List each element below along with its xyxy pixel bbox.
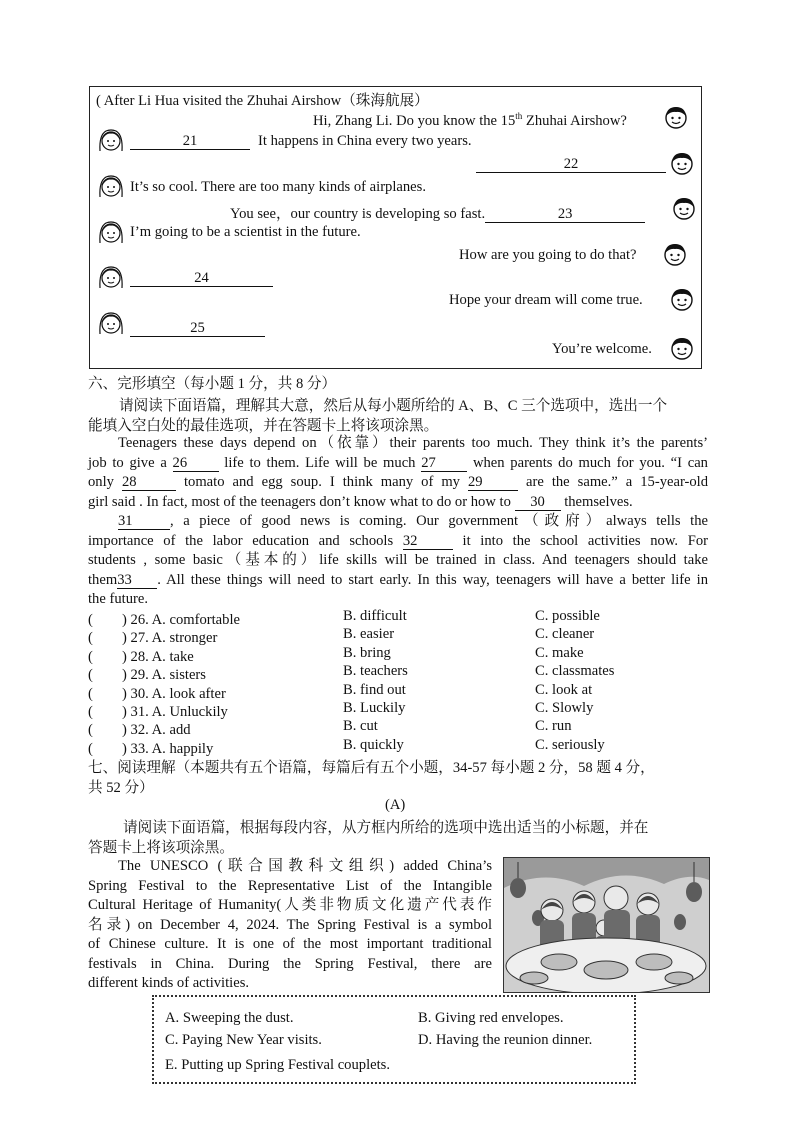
blank-21[interactable]: 21 [130, 134, 250, 150]
option-c[interactable]: C. make [535, 644, 584, 661]
section7-instruction-1: 请阅读下面语篇，根据每段内容，从方框内所给的选项中选出适当的小标题，并在 [123, 820, 649, 836]
option-c[interactable]: C. classmates [535, 663, 615, 680]
spring-festival-illustration [503, 857, 710, 993]
question-stem[interactable]: ( ) 27. A. stronger [88, 630, 218, 647]
question-stem[interactable]: ( ) 32. A. add [88, 722, 191, 739]
question-stem[interactable]: ( ) 26. A. comfortable [88, 612, 240, 628]
part-a-label: (A) [385, 797, 406, 813]
dialogue-line-2: 21 It happens in China every two years. [130, 133, 472, 150]
dialogue-line-4: It’s so cool. There are too many kinds of airplanes. [130, 179, 426, 195]
option-b[interactable]: B. difficult [343, 608, 407, 624]
blank-23[interactable]: 23 [485, 207, 645, 223]
girl-face-icon [98, 264, 124, 290]
question-stem[interactable]: ( ) 29. A. sisters [88, 667, 206, 684]
dialogue-line-7: How are you going to do that? [459, 247, 637, 263]
dialogue-line-1: Hi, Zhang Li. Do you know the 15th Zhuhai Airshow? [313, 111, 627, 129]
option-c[interactable]: C. Slowly [535, 700, 594, 716]
boy-face-icon [669, 335, 695, 361]
cloze-passage: Teenagers these days depend on（依靠）their parents too much. They think it’s the parents’ job to give a 26 life to them. Life will be much 27 when parents do much for you. “I can only 28 tomato and egg soup. I think many of my 29 are the same.” a 15-year-old girl said . In fact, most of the teenagers don’t know what to do or how to 30 themselves. 31 , a piece of good news is coming. Our government（政府）always tells the importance of the labor education and schools 32 it into the school activities now. For students , some basic（基本的）life skills will be trained in class. And teenagers should take them33 . All these things will need to start early. In this way, teenagers will have a better life in the future. [88, 435, 709, 607]
blank-27[interactable]: 27 [421, 456, 467, 472]
blank-29[interactable]: 29 [468, 475, 518, 491]
dialogue-line-8 [130, 270, 273, 287]
section6-instruction-1: 请阅读下面语篇，理解其大意，然后从每小题所给的 A、B、C 三个选项中，选出一个 [119, 398, 668, 414]
question-stem[interactable]: ( ) 30. A. look after [88, 685, 226, 702]
dialogue-line-11: You’re welcome. [552, 341, 652, 357]
option-c[interactable]: C. possible [535, 608, 600, 624]
question-stem[interactable]: ( ) 33. A. happily [88, 740, 214, 757]
section6-heading: 六、完形填空（每小题 1 分，共 8 分） [88, 376, 337, 392]
dialogue-intro: ( After Li Hua visited the Zhuhai Airshow（珠海航展） [96, 93, 429, 109]
option-c[interactable]: C. cleaner [535, 626, 595, 643]
option-c[interactable]: C. run [535, 718, 572, 735]
girl-face-icon [98, 173, 124, 199]
question-stem[interactable]: ( ) 31. A. Unluckily [88, 704, 228, 720]
girl-face-icon [98, 310, 124, 336]
boy-face-icon [669, 286, 695, 312]
blank-24[interactable]: 24 [130, 271, 273, 287]
option-c[interactable]: C. look at [535, 681, 593, 698]
blank-32[interactable]: 32 [403, 534, 453, 550]
girl-face-icon [98, 127, 124, 153]
option-c[interactable]: C. seriously [535, 736, 605, 753]
option-b: B. Giving red envelopes. [418, 1010, 564, 1026]
option-b[interactable]: B. cut [343, 718, 378, 735]
boy-face-icon [671, 195, 697, 221]
option-e: E. Putting up Spring Festival couplets. [165, 1057, 390, 1073]
blank-26[interactable]: 26 [173, 456, 219, 472]
option-a: A. Sweeping the dust. [165, 1010, 294, 1026]
blank-22[interactable]: 22 [476, 157, 666, 173]
option-b[interactable]: B. easier [343, 626, 395, 643]
boy-face-icon [669, 150, 695, 176]
blank-30[interactable]: 30 [515, 495, 561, 511]
boy-face-icon [663, 104, 689, 130]
dialogue-line-10 [130, 320, 265, 337]
option-b[interactable]: B. quickly [343, 736, 404, 753]
dialogue-line-6: I’m going to be a scientist in the future. [130, 224, 361, 240]
dialogue-line-3 [476, 156, 666, 173]
option-b[interactable]: B. Luckily [343, 700, 406, 716]
section7-instruction-2: 答题卡上将该项涂黑。 [88, 840, 234, 856]
boy-face-icon [662, 241, 688, 267]
girl-face-icon [98, 219, 124, 245]
blank-28[interactable]: 28 [122, 475, 176, 491]
option-b[interactable]: B. teachers [343, 663, 408, 680]
option-b[interactable]: B. bring [343, 644, 391, 661]
reading-a-paragraph: The UNESCO (联合国教科文组织) added China’s Spring Festival to the Representative List of the Intangible Cultural Heritage of Humanity(人类非物质文化遗产代表作 名录) on December 4, 2024. The Spring Festival is a symbol of Chinese culture. It is one of the most important traditional festivals in China. During the Spring Festival, there are different kinds of activities. [88, 858, 492, 991]
dialogue-line-9: Hope your dream will come true. [449, 292, 643, 308]
blank-25[interactable]: 25 [130, 321, 265, 337]
reunion-dinner-image [504, 858, 709, 992]
section6-instruction-2: 能填入空白处的最佳选项，并在答题卡上将该项涂黑。 [88, 418, 439, 434]
section7-heading-1: 七、阅读理解（本题共有五个语篇，每篇后有五个小题，34-57 每小题 2 分，58 题 4 分， [88, 760, 655, 776]
option-c: C. Paying New Year visits. [165, 1032, 322, 1048]
question-stem[interactable]: ( ) 28. A. take [88, 648, 194, 665]
blank-33[interactable]: 33 [117, 573, 157, 589]
blank-31[interactable]: 31 [118, 514, 170, 530]
option-d: D. Having the reunion dinner. [418, 1032, 593, 1048]
section7-heading-2: 共 52 分） [88, 780, 154, 796]
dialogue-line-5: You see，our country is developing so fast. 23 [230, 202, 645, 223]
option-b[interactable]: B. find out [343, 681, 406, 698]
